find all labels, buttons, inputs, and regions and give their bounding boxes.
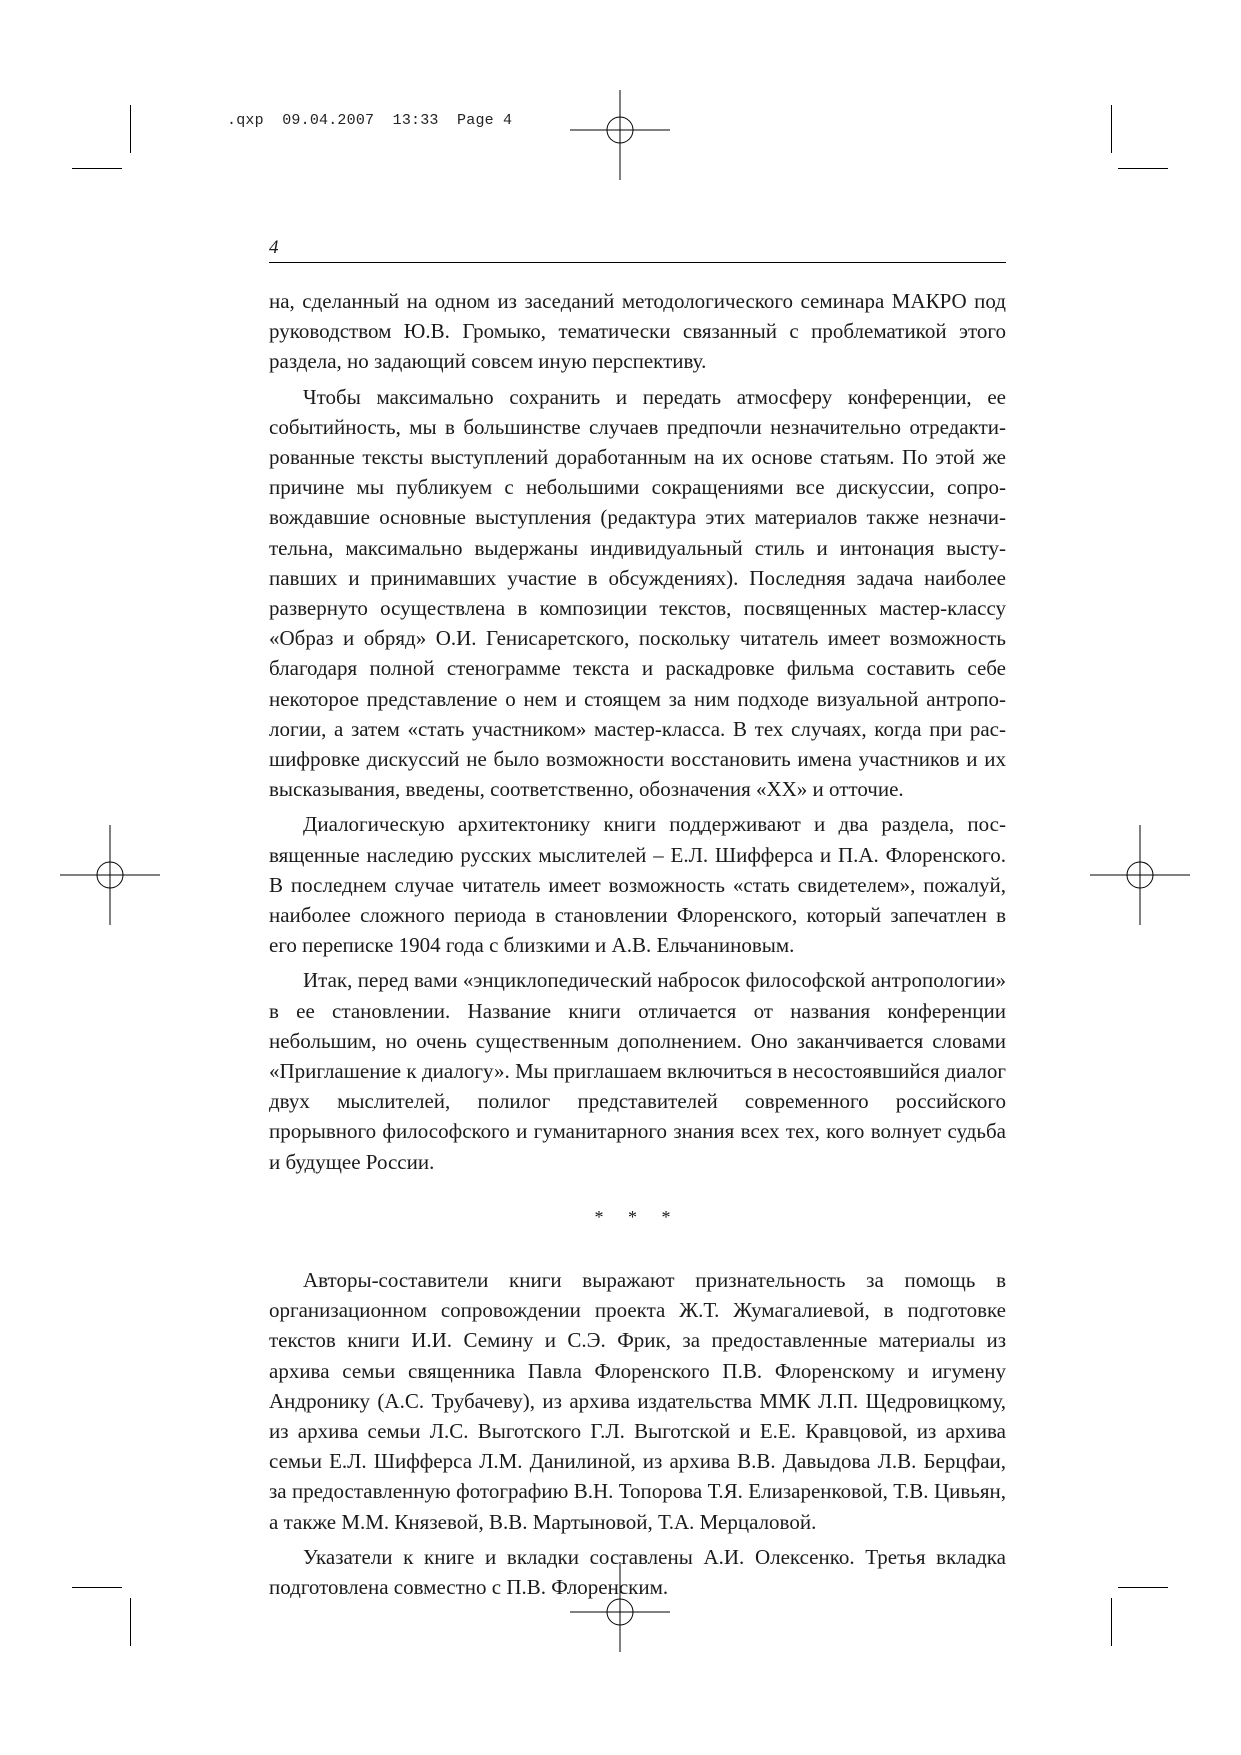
crop-mark-bottom-right-horizontal — [1118, 1587, 1168, 1588]
crop-mark-top-right-horizontal — [1118, 168, 1168, 169]
header-rule — [269, 262, 1006, 263]
registration-mark-right — [1090, 825, 1190, 925]
printer-slug: .qxp 09.04.2007 13:33 Page 4 — [227, 112, 513, 129]
paragraph: Итак, перед вами «энциклопедический набросок философской антропологии» в ее становлении. Название книги отличается от названия конференции небольшим, но очень существенным дополнением. Оно заканчивается словами «Приглашение к диалогу». Мы приглашаем включиться в несостоявшийся диалог двух мыслителей, полилог представителей современного российского прорывного философского и гуманитарного знания всех тех, кого волнует судьба и будущее России. — [269, 968, 1006, 1174]
registration-mark-top — [570, 80, 670, 180]
crop-mark-top-left-vertical — [130, 105, 131, 153]
crop-mark-bottom-right-vertical — [1111, 1598, 1112, 1646]
crop-mark-top-right-vertical — [1111, 105, 1112, 153]
main-text — [269, 286, 1006, 1607]
acknowledgement-paragraph: Авторы-составители книги выражают признательность за помощь в организационном сопровождении проекта Ж.Т. Жумагалиевой, в подготовке текстов книги И.И. Семину и С.Э. Фрик, за предоставленные материалы из архива семьи священника Павла Флоренского П.В. Флоренскому и игумену Андронику (А.С. Трубачеву), из архива издательства ММК Л.П. Щедровицкому, из архива семьи Л.С. Выготского Г.Л. Выготской и Е.Е. Кравцовой, из архива семьи Е.Л. Шифферса Л.М. Данилиной, из архива В.В. Давыдова Л.В. Берцфаи, за предоставленную фотографию В.Н. Топорова Т.Я. Елизаренковой, Т.В. Цивьян, а также М.М. Князевой, В.В. Мартыновой, Т.А. Мерцаловой. — [269, 1267, 1006, 1534]
registration-mark-left — [60, 825, 160, 925]
section-separator: * * * — [594, 1206, 681, 1227]
crop-mark-bottom-left-horizontal — [72, 1587, 122, 1588]
paragraph: на, сделанный на одном из заседаний методологического семинара МАКРО под руководством Ю.В. Громыко, тематически связанный с проблематикой этого раздела, но задающий совсем иную перспективу. — [269, 289, 1006, 374]
acknowledgement-paragraph: Указатели к книге и вкладки составлены А.И. Олексенко. Третья вкладка подготовлена совместно с П.В. Флоренским. — [269, 1544, 1006, 1599]
crop-mark-top-left-horizontal — [72, 168, 122, 169]
crop-mark-bottom-left-vertical — [130, 1598, 131, 1646]
paragraph: Диалогическую архитектонику книги поддерживают и два раздела, посвященные наследию русских мыслителей – Е.Л. Шифферса и П.А. Флоренского. В последнем случае читатель имеет возможность «стать свидетелем», пожалуй, наиболее сложного периода в становлении Флоренского, который запечатлен в его переписке 1904 года с близкими и А.В. Ельчаниновым. — [269, 812, 1006, 958]
page-number: 4 — [269, 237, 279, 258]
paragraph: Чтобы максимально сохранить и передать атмосферу конференции, ее событийность, мы в большинстве случаев предпочли незначительно отредактированные тексты выступлений доработанным на их основе статьям. По этой же причине мы публикуем с небольшими сокращениями все дискуссии, сопровождавшие основные выступления (редактура этих материалов также незначительна, максимально выдержаны индивидуальный стиль и интонация выступавших и принимавших участие в обсуждениях). Последняя задача наиболее развернуто осуществлена в композиции текстов, посвященных мастер-классу «Образ и обряд» О.И. Генисаретского, поскольку читатель имеет возможность благодаря полной стенограмме текста и раскадровке фильма составить себе некоторое представление о нем и стоящем за ним подходе визуальной антропологии, а затем «стать участником» мастер-класса. В тех случаях, когда при расшифровке дискуссий не было возможности восстановить имена участников и их высказывания, введены, соответственно, обозначения «XX» и отточие. — [269, 384, 1006, 802]
